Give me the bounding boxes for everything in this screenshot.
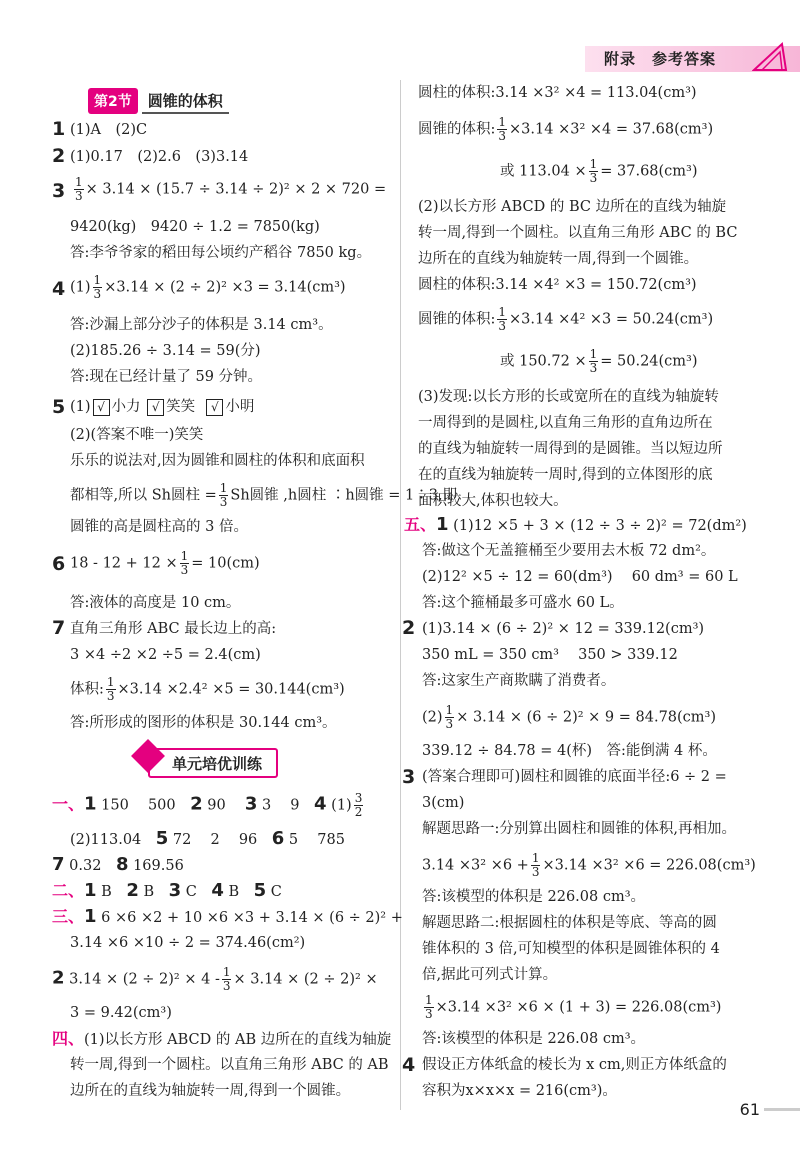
fraction: $\frac{1}{3}$ <box>180 549 189 577</box>
answer-line: (1) $\frac{1}{3}$ ×3.14 × (2 ÷ 2)² ×3 = 3.14(cm³) <box>70 273 346 301</box>
answer-line: 三、1 6 ×6 ×2 + 10 ×6 ×3 + 3.14 × (6 ÷ 2)² + <box>52 906 403 927</box>
answer-line: 或 150.72 × $\frac{1}{3}$ = 50.24(cm³) <box>500 347 698 375</box>
answer-line: 答:该模型的体积是 226.08 cm³。 <box>422 889 646 905</box>
answer-line: 在的直线为轴旋转一周时,得到的立体图形的底 <box>418 467 713 483</box>
answer-line: 四、(1)以长方形 ABCD 的 AB 边所在的直线为轴旋 <box>52 1029 392 1048</box>
answer-line: 容积为x×x×x = 216(cm³)。 <box>422 1083 617 1099</box>
question-number: 5 <box>52 396 66 418</box>
question-number: 3 <box>402 766 416 788</box>
page-header <box>590 40 800 76</box>
answer-line: 圆锥的体积: $\frac{1}{3}$ ×3.14 ×4² ×3 = 50.24(cm³) <box>418 305 714 333</box>
fraction: $\frac{1}{3}$ <box>106 675 115 703</box>
answer-line: 面积较大,体积也较大。 <box>418 493 568 509</box>
answer-line: 7 0.32 8 169.56 <box>52 854 184 875</box>
question-number: 1 <box>52 118 66 140</box>
answer-line: 解题思路二:根据圆柱的体积是等底、等高的圆 <box>422 915 717 931</box>
answer-line: (1)0.17 (2)2.6 (3)3.14 <box>70 149 249 165</box>
answer-line: 答:现在已经计量了 59 分钟。 <box>70 369 263 385</box>
answer-line: 350 mL = 350 cm³ 350 > 339.12 <box>422 647 678 663</box>
question-number: 4 <box>402 1054 416 1076</box>
answer-line: (3)发现:以长方形的长或宽所在的直线为轴旋转 <box>418 389 719 405</box>
fraction: $\frac{1}{3}$ <box>445 703 454 731</box>
answer-line: 18 - 12 + 12 × $\frac{1}{3}$ = 10(cm) <box>70 549 260 577</box>
section-name: 圆锥的体积 <box>142 89 229 114</box>
answer-line: 假设正方体纸盒的棱长为 x cm,则正方体纸盒的 <box>422 1057 727 1073</box>
section-badge: 第2节 <box>88 88 138 114</box>
answer-line: 圆柱的体积:3.14 ×3² ×4 = 113.04(cm³) <box>418 85 697 101</box>
fraction: $\frac{1}{3}$ <box>219 481 228 509</box>
answer-line: 9420(kg) 9420 ÷ 1.2 = 7850(kg) <box>70 219 320 235</box>
fraction: $\frac{1}{3}$ <box>222 965 231 993</box>
column-divider <box>400 80 401 1110</box>
answer-line: 转一周,得到一个圆柱。以直角三角形 ABC 的 BC <box>418 225 738 241</box>
question-number: 6 <box>52 553 66 575</box>
answer-line: 边所在的直线为轴旋转一周,得到一个圆锥。 <box>70 1083 351 1099</box>
answer-line: 体积: $\frac{1}{3}$ ×3.14 ×2.4² ×5 = 30.144(cm³) <box>70 675 345 703</box>
checkbox-checked: √ <box>93 399 110 416</box>
answer-line: 倍,据此可列式计算。 <box>422 967 558 983</box>
answer-line: 2 3.14 × (2 ÷ 2)² × 4 - $\frac{1}{3}$ × 3.14 × (2 ÷ 2)² × <box>52 965 378 993</box>
answer-line: 的直线为轴旋转一周得到的是圆锥。当以短边所 <box>418 441 723 457</box>
answer-line: 答:沙漏上部分沙子的体积是 3.14 cm³。 <box>70 317 333 333</box>
fraction: $\frac{1}{3}$ <box>498 305 507 333</box>
question-number: 2 <box>52 145 66 167</box>
answer-line: (2)以长方形 ABCD 的 BC 边所在的直线为轴旋 <box>418 199 727 215</box>
answer-line: 一、1 150 500 2 90 3 3 9 4 (1) $\frac{3}{2}$ <box>52 791 363 819</box>
fraction: $\frac{1}{3}$ <box>498 115 507 143</box>
answer-line: 339.12 ÷ 84.78 = 4(杯) 答:能倒满 4 杯。 <box>422 743 717 759</box>
answer-line: 答:液体的高度是 10 cm。 <box>70 595 241 611</box>
fraction: $\frac{1}{3}$ <box>425 993 433 1021</box>
answer-line: 3.14 ×6 ×10 ÷ 2 = 374.46(cm²) <box>70 935 306 951</box>
answer-line: 3 = 9.42(cm³) <box>70 1005 172 1021</box>
answer-line: (1)A (2)C <box>70 122 148 138</box>
answer-line: 直角三角形 ABC 最长边上的高: <box>70 621 277 637</box>
answer-line: 或 113.04 × $\frac{1}{3}$ = 37.68(cm³) <box>500 157 698 185</box>
question-number: 3 <box>52 180 66 202</box>
fraction: $\frac{1}{3}$ <box>75 175 83 203</box>
answer-line: (2)185.26 ÷ 3.14 = 59(分) <box>70 343 261 359</box>
answer-line: (2)113.04 5 72 2 96 6 5 785 <box>70 828 345 849</box>
fraction: $\frac{1}{3}$ <box>589 347 598 375</box>
answer-line: 转一周,得到一个圆柱。以直角三角形 ABC 的 AB <box>70 1057 389 1073</box>
unit-title: 单元培优训练 <box>148 748 278 778</box>
fraction: $\frac{1}{3}$ <box>589 157 598 185</box>
answer-line: 3.14 ×3² ×6 + $\frac{1}{3}$ ×3.14 ×3² ×6 = 226.08(cm³) <box>422 851 756 879</box>
answer-line: 3(cm) <box>422 795 465 811</box>
page-number-bar <box>764 1108 800 1111</box>
answer-line: 答:该模型的体积是 226.08 cm³。 <box>422 1031 646 1047</box>
answer-line: 解题思路一:分别算出圆柱和圆锥的体积,再相加。 <box>422 821 736 837</box>
answer-line: (1) √ 小力 √ 笑笑 √ 小明 <box>70 399 255 415</box>
answer-line: 答:这个箍桶最多可盛水 60 L。 <box>422 595 624 611</box>
question-number: 4 <box>52 278 66 300</box>
answer-line: 答:所形成的图形的体积是 30.144 cm³。 <box>70 715 337 731</box>
fraction: $\frac{1}{3}$ <box>531 851 540 879</box>
answer-line: 圆柱的体积:3.14 ×4² ×3 = 150.72(cm³) <box>418 277 697 293</box>
answer-line: 边所在的直线为轴旋转一周,得到一个圆锥。 <box>418 251 699 267</box>
answer-line: $\frac{1}{3}$ × 3.14 × (15.7 ÷ 3.14 ÷ 2)² × 2 × 720 = <box>75 175 387 203</box>
answer-line: 圆锥的高是圆柱高的 3 倍。 <box>70 519 248 535</box>
answer-line: 二、1 B 2 B 3 C 4 B 5 C <box>52 880 282 901</box>
answer-line: 答:做这个无盖箍桶至少要用去木板 72 dm²。 <box>422 543 716 559</box>
answer-line: (1)3.14 × (6 ÷ 2)² × 12 = 339.12(cm³) <box>422 621 705 637</box>
page-number: 61 <box>739 1100 760 1119</box>
answer-line: (2)12² ×5 ÷ 12 = 60(dm³) 60 dm³ = 60 L <box>422 569 738 585</box>
answer-line: $\frac{1}{3}$ ×3.14 ×3² ×6 × (1 + 3) = 226.08(cm³) <box>425 993 722 1021</box>
answer-line: 答:这家生产商欺瞒了消费者。 <box>422 673 616 689</box>
answer-line: 都相等,所以 Sh圆柱 = $\frac{1}{3}$ Sh圆锥 ,h圆柱 ∶h圆锥 = 1∶3,即 <box>70 481 458 509</box>
checkbox-checked: √ <box>206 399 223 416</box>
answer-line: 乐乐的说法对,因为圆锥和圆柱的体积和底面积 <box>70 453 365 469</box>
answer-line: 答:李爷爷家的稻田每公顷约产稻谷 7850 kg。 <box>70 245 372 261</box>
checkbox-checked: √ <box>147 399 164 416</box>
chart-icon <box>131 739 165 773</box>
fraction: $\frac{3}{2}$ <box>354 791 363 819</box>
header-title: 附录 参考答案 <box>604 50 717 68</box>
triangle-ruler-icon <box>752 40 788 74</box>
answer-line: 锥体积的 3 倍,可知模型的体积是圆锥体积的 4 <box>422 941 720 957</box>
answer-line: 一周得到的是圆柱,以直角三角形的直角边所在 <box>418 415 713 431</box>
answer-line: (答案合理即可)圆柱和圆锥的底面半径:6 ÷ 2 = <box>422 769 727 785</box>
answer-line: 五、1 (1)12 ×5 + 3 × (12 ÷ 3 ÷ 2)² = 72(dm²) <box>404 514 747 535</box>
answer-line: 圆锥的体积: $\frac{1}{3}$ ×3.14 ×3² ×4 = 37.68(cm³) <box>418 115 714 143</box>
answer-line: (2) $\frac{1}{3}$ × 3.14 × (6 ÷ 2)² × 9 = 84.78(cm³) <box>422 703 717 731</box>
question-number: 2 <box>402 617 416 639</box>
section-title <box>88 88 229 112</box>
question-number: 7 <box>52 617 66 639</box>
fraction: $\frac{1}{3}$ <box>93 273 102 301</box>
answer-line: (2)(答案不唯一)笑笑 <box>70 427 204 443</box>
answer-line: 3 ×4 ÷2 ×2 ÷5 = 2.4(cm) <box>70 647 261 663</box>
